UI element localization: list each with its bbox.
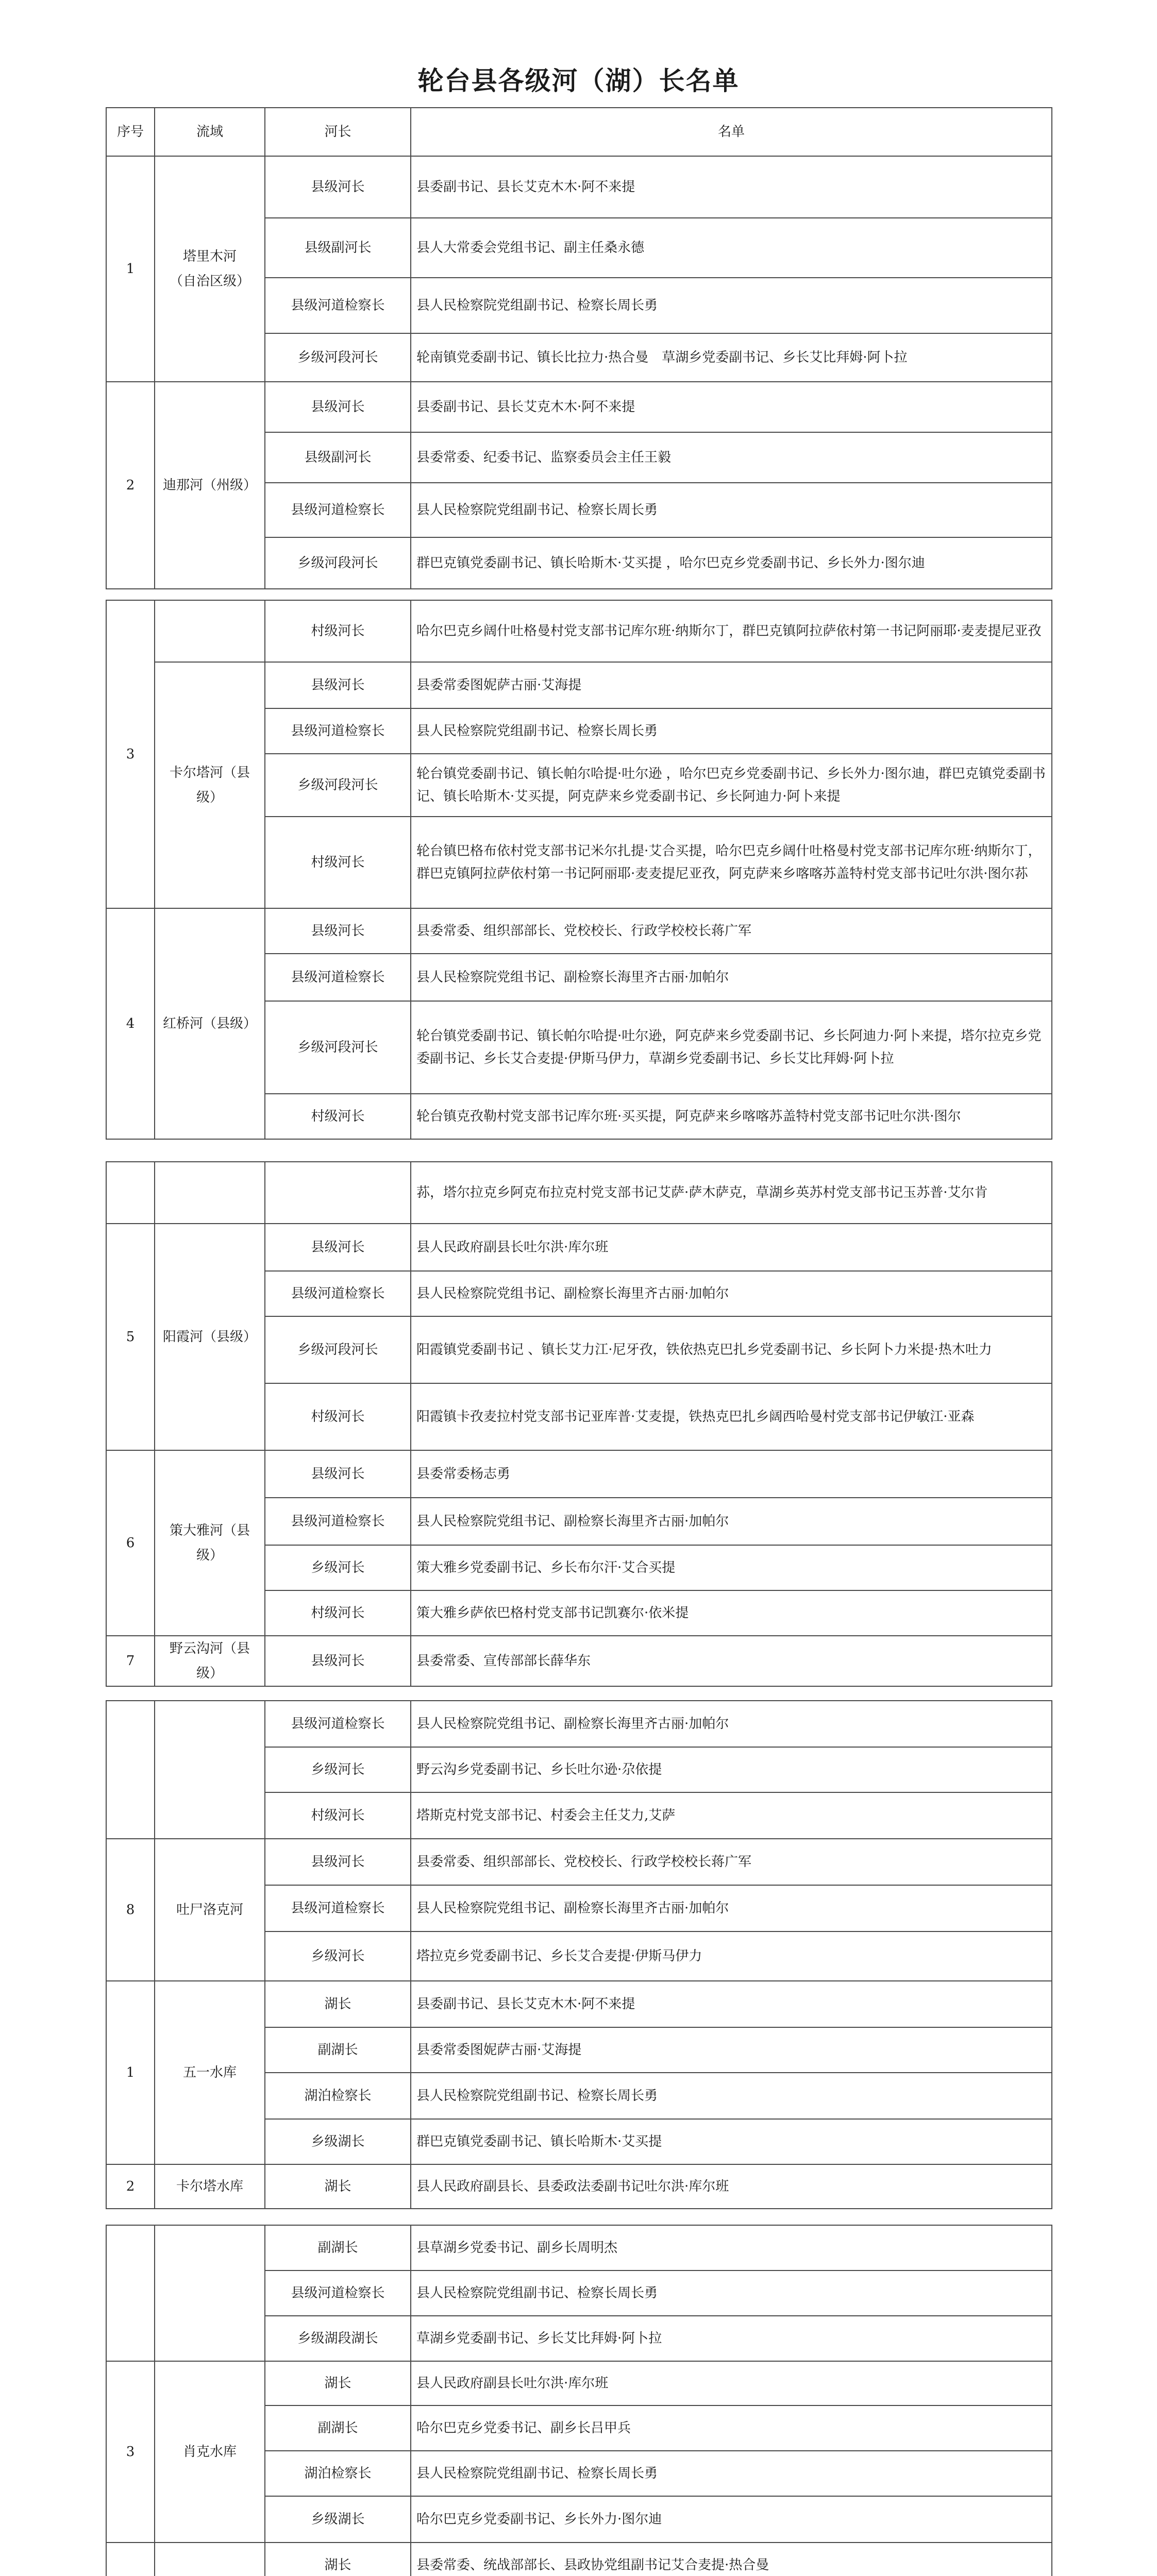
seq-cell: 1 <box>106 1981 155 2164</box>
table-row <box>106 382 1052 432</box>
seq-cell: 2 <box>106 2164 155 2209</box>
seq-cell: 4 <box>106 908 155 1139</box>
names-cell: 策大雅乡党委副书记、乡长布尔汗·艾合买提 <box>411 1545 1052 1590</box>
role-cell: 湖长 <box>265 2164 411 2209</box>
table-row <box>106 2361 1052 2405</box>
roster-table-page-4 <box>106 1700 1052 2209</box>
names-cell: 草湖乡党委副书记、乡长艾比拜姆·阿卜拉 <box>411 2316 1052 2361</box>
role-cell: 乡级河长 <box>265 1747 411 1792</box>
names-cell: 野云沟乡党委副书记、乡长吐尔逊·尕依提 <box>411 1747 1052 1792</box>
names-cell: 县人民检察院党组副书记、检察长周长勇 <box>411 708 1052 754</box>
role-cell: 县级河道检察长 <box>265 1701 411 1747</box>
names-cell: 县委常委图妮萨古丽·艾海提 <box>411 2027 1052 2073</box>
basin-cell-blank <box>155 1162 265 1224</box>
role-cell: 乡级河长 <box>265 1931 411 1981</box>
role-cell: 村级河长 <box>265 1792 411 1839</box>
names-cell: 轮南镇党委副书记、镇长比拉力·热合曼 草湖乡党委副书记、乡长艾比拜姆·阿卜拉 <box>411 333 1052 382</box>
role-cell: 村级河长 <box>265 817 411 908</box>
basin-cell: 五一水库 <box>155 1981 265 2164</box>
basin-cell: 卡尔塔河（县级） <box>155 662 265 908</box>
names-cell: 阳霞镇卡孜麦拉村党支部书记亚库普·艾麦提，铁热克巴扎乡阔西哈曼村党支部书记伊敏江·亚森 <box>411 1383 1052 1450</box>
basin-name: 塔里木河 <box>182 249 237 264</box>
role-cell: 县级河长 <box>265 1450 411 1498</box>
seq-cell: 8 <box>106 1839 155 1981</box>
basin-cell: 肖克水库 <box>155 2361 265 2543</box>
names-cell: 县委副书记、县长艾克木木·阿不来提 <box>411 1981 1052 2027</box>
names-cell: 县人民检察院党组书记、副检察长海里齐古丽·加帕尔 <box>411 1498 1052 1545</box>
table-row <box>106 1636 1052 1686</box>
roster-table-page-2 <box>106 600 1052 1140</box>
names-cell: 阳霞镇党委副书记 、镇长艾力江·尼牙孜，铁依热克巴扎乡党委副书记、乡长阿卜力米提·热木吐力 <box>411 1316 1052 1383</box>
role-cell: 县级河道检察长 <box>265 1498 411 1545</box>
table-row <box>106 600 1052 662</box>
names-cell: 县人民检察院党组副书记、检察长周长勇 <box>411 2073 1052 2119</box>
seq-cell: 2 <box>106 382 155 589</box>
role-cell: 乡级河段河长 <box>265 754 411 817</box>
role-cell: 乡级河段河长 <box>265 1001 411 1094</box>
names-cell: 塔斯克村党支部书记、村委会主任艾力,艾萨 <box>411 1792 1052 1839</box>
table-row <box>106 1224 1052 1271</box>
role-cell: 乡级湖长 <box>265 2119 411 2164</box>
role-cell: 副湖长 <box>265 2027 411 2073</box>
page-title: 轮台县各级河（湖）长名单 <box>417 65 740 96</box>
basin-cell: 野云沟河（县级） <box>155 1636 265 1686</box>
role-cell: 县级河道检察长 <box>265 708 411 754</box>
role-cell: 乡级河长 <box>265 1545 411 1590</box>
role-cell: 县级河道检察长 <box>265 483 411 537</box>
role-cell: 县级河长 <box>265 908 411 954</box>
roster-table-page-3 <box>106 1161 1052 1687</box>
role-cell: 副湖长 <box>265 2225 411 2270</box>
roster-table-page-1 <box>106 107 1052 589</box>
role-cell: 县级河长 <box>265 156 411 218</box>
names-cell: 县人民政府副县长吐尔洪·库尔班 <box>411 2361 1052 2405</box>
basin-cell-blank <box>155 600 265 662</box>
role-cell: 村级河长 <box>265 1094 411 1139</box>
role-cell: 副湖长 <box>265 2405 411 2451</box>
role-cell: 县级河长 <box>265 1636 411 1686</box>
role-cell: 县级河道检察长 <box>265 1271 411 1316</box>
role-cell: 县级河长 <box>265 1224 411 1271</box>
names-cell: 县人民检察院党组副书记、检察长周长勇 <box>411 278 1052 333</box>
names-cell: 县委常委、组织部部长、党校校长、行政学校校长蒋广军 <box>411 1839 1052 1885</box>
role-cell: 县级副河长 <box>265 218 411 278</box>
basin-cell: 迪那河（州级） <box>155 382 265 589</box>
names-cell: 县人民检察院党组副书记、检察长周长勇 <box>411 2270 1052 2316</box>
names-cell: 县委副书记、县长艾克木木·阿不来提 <box>411 156 1052 218</box>
names-cell: 哈尔巴克乡阔什吐格曼村党支部书记库尔班·纳斯尔丁，群巴克镇阿拉萨依村第一书记阿丽耶·麦麦提尼亚孜 <box>411 600 1052 662</box>
role-cell: 湖长 <box>265 1981 411 2027</box>
names-cell: 县委常委、组织部部长、党校校长、行政学校校长蒋广军 <box>411 908 1052 954</box>
table-row <box>106 2225 1052 2270</box>
basin-cell: 卡尔塔水库 <box>155 2164 265 2209</box>
basin-cell: 策大雅河（县级） <box>155 1450 265 1636</box>
table-row <box>106 1701 1052 1747</box>
header-seq: 序号 <box>106 108 155 156</box>
names-cell: 县人民检察院党组书记、副检察长海里齐古丽·加帕尔 <box>411 1701 1052 1747</box>
role-cell: 县级河长 <box>265 382 411 432</box>
names-cell: 群巴克镇党委副书记、镇长哈斯木·艾买提 <box>411 2119 1052 2164</box>
seq-cell <box>106 2543 155 2576</box>
role-cell: 乡级湖段湖长 <box>265 2316 411 2361</box>
names-cell: 县委常委、纪委书记、监察委员会主任王毅 <box>411 432 1052 483</box>
names-cell: 哈尔巴克乡党委书记、副乡长吕甲兵 <box>411 2405 1052 2451</box>
table-row <box>106 1839 1052 1885</box>
names-cell: 轮台镇巴格布依村党支部书记米尔扎提·艾合买提，哈尔巴克乡阔什吐格曼村党支部书记库尔班·纳斯尔丁，群巴克镇阿拉萨依村第一书记阿丽耶·麦麦提尼亚孜，阿克萨来乡喀喀苏盖特村党支部书记吐尔洪·图尔荪 <box>411 817 1052 908</box>
role-cell: 乡级湖长 <box>265 2496 411 2543</box>
roster-table-page-5 <box>106 2225 1052 2576</box>
header-names: 名单 <box>411 108 1052 156</box>
role-cell: 县级河道检察长 <box>265 1885 411 1931</box>
names-cell: 县人民检察院党组书记、副检察长海里齐古丽·加帕尔 <box>411 1885 1052 1931</box>
role-cell: 乡级河段河长 <box>265 333 411 382</box>
basin-cell-blank <box>155 2225 265 2361</box>
names-cell: 轮台镇党委副书记、镇长帕尔哈提·吐尔逊，阿克萨来乡党委副书记、乡长阿迪力·阿卜来提，塔尔拉克乡党委副书记、乡长艾合麦提·伊斯马伊力，草湖乡党委副书记、乡长艾比拜姆·阿卜拉 <box>411 1001 1052 1094</box>
names-cell: 县委常委杨志勇 <box>411 1450 1052 1498</box>
names-cell: 县委常委图妮萨古丽·艾海提 <box>411 662 1052 708</box>
seq-cell: 5 <box>106 1224 155 1450</box>
role-cell: 县级副河长 <box>265 432 411 483</box>
role-cell: 湖长 <box>265 2543 411 2576</box>
names-cell: 轮台镇党委副书记、镇长帕尔哈提·吐尔逊 ，哈尔巴克乡党委副书记、乡长外力·图尔迪，群巴克镇党委副书记、镇长哈斯木·艾买提，阿克萨来乡党委副书记、乡长阿迪力·阿卜来提 <box>411 754 1052 817</box>
basin-cell <box>155 156 265 382</box>
seq-cell: 1 <box>106 156 155 382</box>
seq-cell-blank <box>106 2225 155 2361</box>
table-row <box>106 2543 1052 2576</box>
header-basin: 流域 <box>155 108 265 156</box>
names-cell: 县委常委、宣传部部长薛华东 <box>411 1636 1052 1686</box>
names-cell: 荪，塔尔拉克乡阿克布拉克村党支部书记艾萨·萨木萨克，草湖乡英苏村党支部书记玉苏普·艾尔肯 <box>411 1162 1052 1224</box>
basin-cell: 吐尸洛克河 <box>155 1839 265 1981</box>
basin-cell <box>155 2543 265 2576</box>
names-cell: 县人民政府副县长吐尔洪·库尔班 <box>411 1224 1052 1271</box>
role-cell-blank <box>265 1162 411 1224</box>
names-cell: 县草湖乡党委书记、副乡长周明杰 <box>411 2225 1052 2270</box>
table-header-row <box>106 108 1052 156</box>
seq-cell: 3 <box>106 2361 155 2543</box>
seq-cell: 3 <box>106 600 155 908</box>
role-cell: 县级河道检察长 <box>265 2270 411 2316</box>
basin-cell: 红桥河（县级） <box>155 908 265 1139</box>
names-cell: 县人民政府副县长、县委政法委副书记吐尔洪·库尔班 <box>411 2164 1052 2209</box>
role-cell: 乡级河段河长 <box>265 537 411 589</box>
names-cell: 县人民检察院党组副书记、检察长周长勇 <box>411 2451 1052 2496</box>
table-row <box>106 1981 1052 2027</box>
names-cell: 轮台镇克孜勒村党支部书记库尔班·买买提，阿克萨来乡喀喀苏盖特村党支部书记吐尔洪·图尔 <box>411 1094 1052 1139</box>
table-row <box>106 2164 1052 2209</box>
names-cell: 塔拉克乡党委副书记、乡长艾合麦提·伊斯马伊力 <box>411 1931 1052 1981</box>
seq-cell-blank <box>106 1701 155 1839</box>
names-cell: 县委副书记、县长艾克木木·阿不来提 <box>411 382 1052 432</box>
seq-cell-blank <box>106 1162 155 1224</box>
names-cell: 哈尔巴克乡党委副书记、乡长外力·图尔迪 <box>411 2496 1052 2543</box>
names-cell: 县人大常委会党组书记、副主任桑永德 <box>411 218 1052 278</box>
role-cell: 湖泊检察长 <box>265 2073 411 2119</box>
role-cell: 村级河长 <box>265 600 411 662</box>
role-cell: 县级河道检察长 <box>265 278 411 333</box>
role-cell: 湖长 <box>265 2361 411 2405</box>
names-cell: 县人民检察院党组副书记、检察长周长勇 <box>411 483 1052 537</box>
role-cell: 村级河长 <box>265 1590 411 1636</box>
seq-cell: 6 <box>106 1450 155 1636</box>
table-row <box>106 156 1052 218</box>
seq-cell: 7 <box>106 1636 155 1686</box>
role-cell: 县级河道检察长 <box>265 954 411 1001</box>
names-cell: 群巴克镇党委副书记、镇长哈斯木·艾买提 ，哈尔巴克乡党委副书记、乡长外力·图尔迪 <box>411 537 1052 589</box>
table-row <box>106 1162 1052 1224</box>
role-cell: 湖泊检察长 <box>265 2451 411 2496</box>
header-chief: 河长 <box>265 108 411 156</box>
names-cell: 县人民检察院党组书记、副检察长海里齐古丽·加帕尔 <box>411 1271 1052 1316</box>
basin-cell: 阳霞河（县级） <box>155 1224 265 1450</box>
role-cell: 县级河长 <box>265 1839 411 1885</box>
table-row <box>106 908 1052 954</box>
role-cell: 乡级河段河长 <box>265 1316 411 1383</box>
names-cell: 策大雅乡萨依巴格村党支部书记凯赛尔·依米提 <box>411 1590 1052 1636</box>
role-cell: 县级河长 <box>265 662 411 708</box>
table-row <box>106 662 1052 708</box>
role-cell: 村级河长 <box>265 1383 411 1450</box>
names-cell: 县人民检察院党组书记、副检察长海里齐古丽·加帕尔 <box>411 954 1052 1001</box>
basin-level: （自治区级） <box>169 274 250 289</box>
names-cell: 县委常委、统战部部长、县政协党组副书记艾合麦提·热合曼 <box>411 2543 1052 2576</box>
table-row <box>106 1450 1052 1498</box>
basin-cell-blank <box>155 1701 265 1839</box>
